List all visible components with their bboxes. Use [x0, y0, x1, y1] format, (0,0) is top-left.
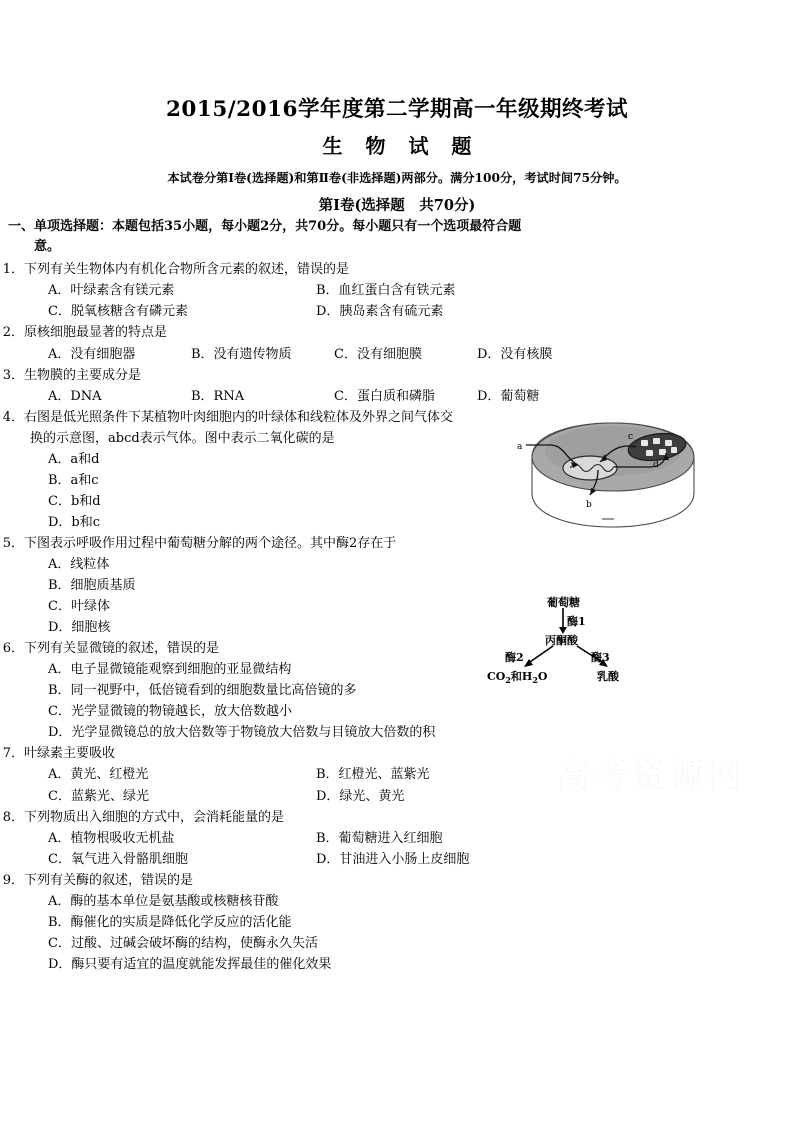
question-3: [0, 365, 794, 407]
option-choice[interactable]: A．植物根吸收无机盐: [48, 830, 175, 846]
question-stem: [2, 743, 794, 764]
question-text: 下列物质出入细胞的方式中，会消耗能量的是: [24, 809, 285, 825]
question-2: [0, 322, 794, 364]
question-number: 6．: [2, 641, 24, 657]
option-group: [6, 386, 794, 407]
question-text: 下列有关显微镜的叙述，错误的是: [24, 641, 220, 657]
option-choice[interactable]: C．b和d: [48, 493, 101, 509]
option-choice[interactable]: C．氧气进入骨骼肌细胞: [48, 851, 188, 867]
option-choice[interactable]: C．叶绿体: [48, 599, 110, 615]
option-choice[interactable]: B．a和c: [48, 472, 99, 488]
section-intro: [0, 214, 794, 256]
option-row: [48, 301, 794, 322]
question-9: [0, 870, 794, 975]
question-text: 下列有关酶的叙述，错误的是: [24, 872, 194, 888]
option-choice[interactable]: A．黄光、红橙光: [48, 767, 149, 783]
option-choice[interactable]: B．细胞质基质: [48, 578, 136, 594]
question-number: 9．: [2, 872, 24, 888]
question-8: [0, 807, 794, 870]
figure-label-a: a: [517, 442, 523, 452]
figure-label-enzyme3: 酶3: [591, 651, 610, 664]
question-number: 1．: [2, 262, 24, 278]
question-number: 4．: [2, 409, 24, 425]
option-row: [48, 849, 794, 870]
cell-gas-exchange-figure: [516, 415, 706, 537]
option-choice[interactable]: B．葡萄糖进入红细胞: [316, 830, 443, 846]
option-row: [48, 828, 794, 849]
option-choice[interactable]: D．细胞核: [48, 620, 111, 636]
option-choice[interactable]: D．绿光、黄光: [316, 788, 405, 804]
option-row: [48, 891, 794, 912]
question-stem: [2, 259, 794, 280]
option-row: [48, 554, 794, 575]
option-choice[interactable]: C．蛋白质和磷脂: [334, 388, 435, 404]
figure-label-glucose: 葡萄糖: [547, 596, 580, 609]
option-row: [48, 933, 794, 954]
option-choice[interactable]: D．光学显微镜总的放大倍数等于物镜放大倍数与目镜放大倍数的积: [48, 725, 436, 741]
option-choice[interactable]: D．没有核膜: [477, 346, 553, 362]
question-stem: [2, 365, 794, 386]
option-choice[interactable]: B．红橙光、蓝紫光: [316, 767, 430, 783]
option-row: [48, 280, 794, 301]
question-text: 原核细胞最显著的特点是: [24, 325, 168, 341]
watermark-text: 高考资源网: [556, 756, 746, 796]
option-choice[interactable]: C．没有细胞膜: [334, 346, 422, 362]
option-choice[interactable]: A．叶绿素含有镁元素: [48, 283, 175, 299]
question-number: 8．: [2, 809, 24, 825]
option-choice[interactable]: A．线粒体: [48, 557, 110, 572]
figure-label-aerobic-products: $CO_2$和$H_2O$: [487, 670, 548, 686]
question-stem: [2, 407, 460, 449]
page-title: 2015/2016学年度第二学期高一年级期终考试: [165, 97, 629, 122]
figure-label-d: d: [653, 460, 659, 470]
figure-label-enzyme2: 酶2: [505, 651, 524, 664]
question-number: 2．: [2, 325, 24, 341]
exam-note: 本试卷分第Ⅰ卷(选择题)和第Ⅱ卷(非选择题)两部分。满分100分，考试时间75分钟。: [167, 170, 627, 185]
option-group: [6, 344, 794, 365]
option-choice[interactable]: A．酶的基本单位是氨基酸或核糖核苷酸: [48, 893, 279, 909]
question-1: [0, 259, 794, 322]
option-choice[interactable]: A．a和d: [48, 451, 100, 467]
option-row: [48, 575, 794, 596]
option-choice[interactable]: D．酶只要有适宜的温度就能发挥最佳的催化效果: [48, 956, 332, 972]
question-number: 5．: [2, 535, 24, 551]
section-intro-line1: 一、单项选择题：本题包括35小题，每小题2分，共70分。每小题只有一个选项最符合题: [8, 219, 522, 235]
figure-label-enzyme1: 酶1: [567, 615, 586, 628]
option-choice[interactable]: D．b和c: [48, 514, 101, 530]
option-choice[interactable]: C．光学显微镜的物镜越长，放大倍数越小: [48, 704, 292, 720]
figure-label-c: c: [628, 432, 634, 442]
option-group: [6, 764, 794, 806]
option-choice[interactable]: D．甘油进入小肠上皮细胞: [316, 851, 470, 867]
question-text: 下图表示呼吸作用过程中葡萄糖分解的两个途径。其中酶2存在于: [24, 535, 397, 551]
option-choice[interactable]: C．过酸、过碱会破坏酶的结构，使酶永久失活: [48, 935, 318, 951]
option-row: [48, 722, 794, 743]
section-intro-line2: 意。: [34, 238, 61, 254]
question-text: 右图是低光照条件下某植物叶肉细胞内的叶绿体和线粒体及外界之间气体交换的示意图，abcd表示气体。图中表示二氧化碳的是: [24, 409, 454, 446]
option-row: [48, 701, 794, 722]
option-row: [48, 954, 794, 975]
option-choice[interactable]: D．胰岛素含有硫元素: [316, 304, 444, 320]
question-text: 生物膜的主要成分是: [24, 367, 142, 383]
option-choice[interactable]: A．没有细胞器: [48, 346, 136, 362]
option-group: [6, 891, 794, 975]
option-group: [6, 828, 794, 870]
question-number: 7．: [2, 746, 24, 762]
option-choice[interactable]: B．没有遗传物质: [191, 346, 292, 362]
option-row: [48, 344, 794, 365]
question-stem: [2, 322, 794, 343]
subject-title: 生 物 试 题: [322, 133, 480, 158]
figure-label-lactic-acid: 乳酸: [597, 670, 619, 683]
option-row: [48, 764, 794, 785]
question-text: 叶绿素主要吸收: [24, 746, 116, 762]
option-choice[interactable]: A．DNA: [48, 388, 102, 404]
option-choice[interactable]: B．同一视野中，低倍镜看到的细胞数量比高倍镜的多: [48, 683, 357, 699]
option-group: [6, 280, 794, 322]
option-row: [48, 786, 794, 807]
figure-label-pyruvate: 丙酮酸: [545, 634, 578, 647]
option-choice[interactable]: A．电子显微镜能观察到细胞的亚显微结构: [48, 662, 292, 678]
question-text: 下列有关生物体内有机化合物所含元素的叙述，错误的是: [24, 262, 350, 278]
option-choice[interactable]: B．酶催化的实质是降低化学反应的活化能: [48, 914, 292, 930]
option-choice[interactable]: D．葡萄糖: [477, 388, 540, 404]
question-7: [0, 743, 794, 806]
option-choice[interactable]: C．蓝紫光、绿光: [48, 788, 149, 804]
question-number: 3．: [2, 367, 24, 383]
option-row: [48, 912, 794, 933]
option-row: [48, 386, 794, 407]
question-stem: [2, 870, 794, 891]
question-stem: [2, 807, 794, 828]
option-choice[interactable]: B．血红蛋白含有铁元素: [316, 283, 456, 299]
option-choice[interactable]: B．RNA: [191, 388, 245, 404]
part-one-heading: 第Ⅰ卷(选择题 共70分): [318, 196, 476, 214]
option-choice[interactable]: C．脱氧核糖含有磷元素: [48, 304, 188, 320]
figure-label-b: b: [586, 500, 592, 510]
respiration-pathway-figure: [487, 594, 697, 686]
